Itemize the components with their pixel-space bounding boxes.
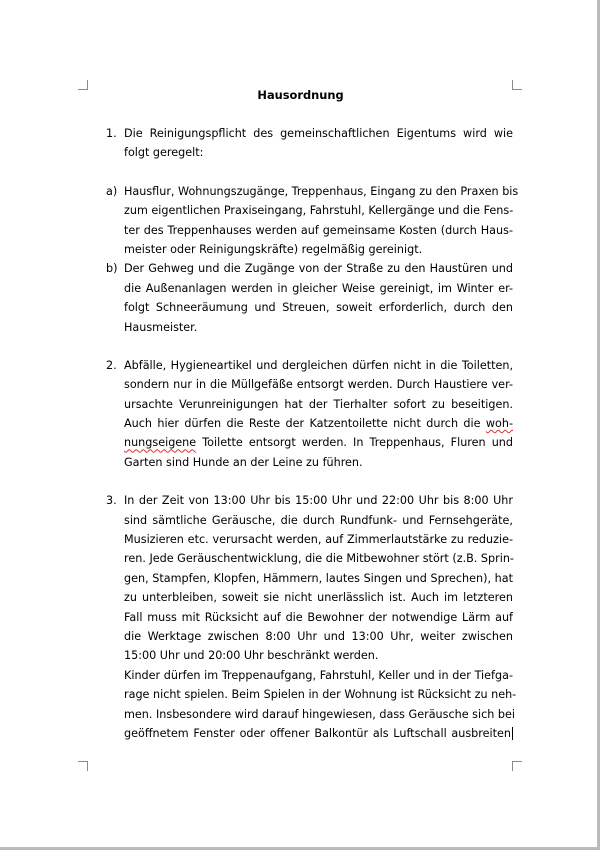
margin-corner-top-left [78, 80, 88, 90]
section-b [88, 259, 513, 337]
list-marker: 3. [106, 494, 117, 508]
text-line: Hausmeister. [124, 320, 198, 334]
text-line: folgt Schneeräumung und Streuen, soweit erforderlich, durch den [124, 301, 513, 315]
text-line-with-cursor[interactable]: geöffnetem Fenster oder offener Balkontür als Luftschall ausbreiten [124, 726, 511, 740]
margin-corner-top-right [512, 80, 522, 90]
text-line: zum eigentlichen Praxiseingang, Fahrstuhl, Kellergänge und die Fens- [124, 204, 514, 218]
text-cursor [512, 727, 513, 740]
text-line: ursachte Verunreinigungen hat der Tierhalter sofort zu beseitigen. [124, 397, 513, 411]
text-line-with-spell-error: Auch hier dürfen die Reste der Katzentoilette nicht durch die woh- [124, 417, 513, 431]
text-line: Musizieren etc. verursacht werden, auf Zimmerlautstärke zu reduzie- [124, 533, 513, 547]
margin-corner-bottom-right [512, 761, 522, 771]
text-line: meister oder Reinigungskräfte) regelmäßig gereinigt. [124, 242, 423, 256]
text-line: men. Insbesondere wird darauf hingewiesen, dass Geräusche sich bei [124, 707, 515, 721]
text-line: ren. Jede Geräuschentwicklung, die die Mitbewohner stört (z.B. Sprin- [124, 552, 514, 566]
text-line: die Werktage zwischen 8:00 Uhr und 13:00 Uhr, weiter zwischen [124, 629, 513, 643]
margin-corner-bottom-left [78, 761, 88, 771]
text-line: Kinder dürfen im Treppenaufgang, Fahrstuhl, Keller und in der Tiefga- [124, 668, 513, 682]
text-line: die Außenanlagen werden in gleicher Weise gereinigt, im Winter er- [124, 281, 513, 295]
list-marker: 1. [106, 127, 117, 140]
text-line: sind sämtliche Geräusche, die durch Rundfunk- und Fernsehgeräte, [124, 513, 513, 527]
text-line: gen, Stampfen, Klopfen, Hämmern, lautes Singen und Sprechen), hat [124, 571, 513, 585]
text-line: zu unterbleiben, soweit sie nicht unerlässlich ist. Auch im letzteren [124, 591, 513, 605]
text-line: Garten sind Hunde an der Leine zu führen. [124, 455, 363, 469]
text-line: Hausflur, Wohnungszugänge, Treppenhaus, Eingang zu den Praxen bis [124, 184, 519, 198]
text-line: Abfälle, Hygieneartikel und dergleichen dürfen nicht in die Toiletten, [124, 358, 513, 372]
section-1 [88, 124, 513, 163]
text-line: 15:00 Uhr und 20:00 Uhr beschränkt werden. [124, 649, 379, 663]
spelling-error-mark[interactable]: woh- [485, 417, 513, 431]
spelling-error-mark[interactable]: nungseigene [124, 436, 197, 450]
document-title: Hausordnung [257, 88, 344, 102]
list-marker: 2. [106, 358, 117, 372]
text-line: Der Gehweg und die Zugänge von der Straße zu den Haustüren und [124, 262, 513, 276]
text-line: In der Zeit von 13:00 Uhr bis 15:00 Uhr und 22:00 Uhr bis 8:00 Uhr [124, 494, 513, 508]
text-line: folgt geregelt: [124, 146, 204, 160]
document-body[interactable] [88, 86, 519, 743]
text-line-with-spell-error: nungseigene Toilette entsorgt werden. In Treppenhaus, Fluren und [124, 436, 513, 450]
text-line: sondern nur in die Müllgefäße entsorgt werden. Durch Haustiere ver- [124, 378, 513, 392]
text-line: Fall muss mit Rücksicht auf die Bewohner der notwendige Lärm auf [124, 610, 513, 624]
section-2 [88, 356, 513, 472]
text-line: Die Reinigungspflicht des gemeinschaftlichen Eigentums wird wie [124, 127, 513, 140]
list-marker: a) [106, 184, 118, 198]
text-line: rage nicht spielen. Beim Spielen in der Wohnung ist Rücksicht zu neh- [124, 688, 517, 702]
section-a [88, 182, 519, 260]
text-line: ter des Treppenhauses werden auf gemeinsame Kosten (durch Haus- [124, 223, 513, 237]
section-3 [88, 491, 517, 743]
list-marker: b) [106, 262, 118, 276]
